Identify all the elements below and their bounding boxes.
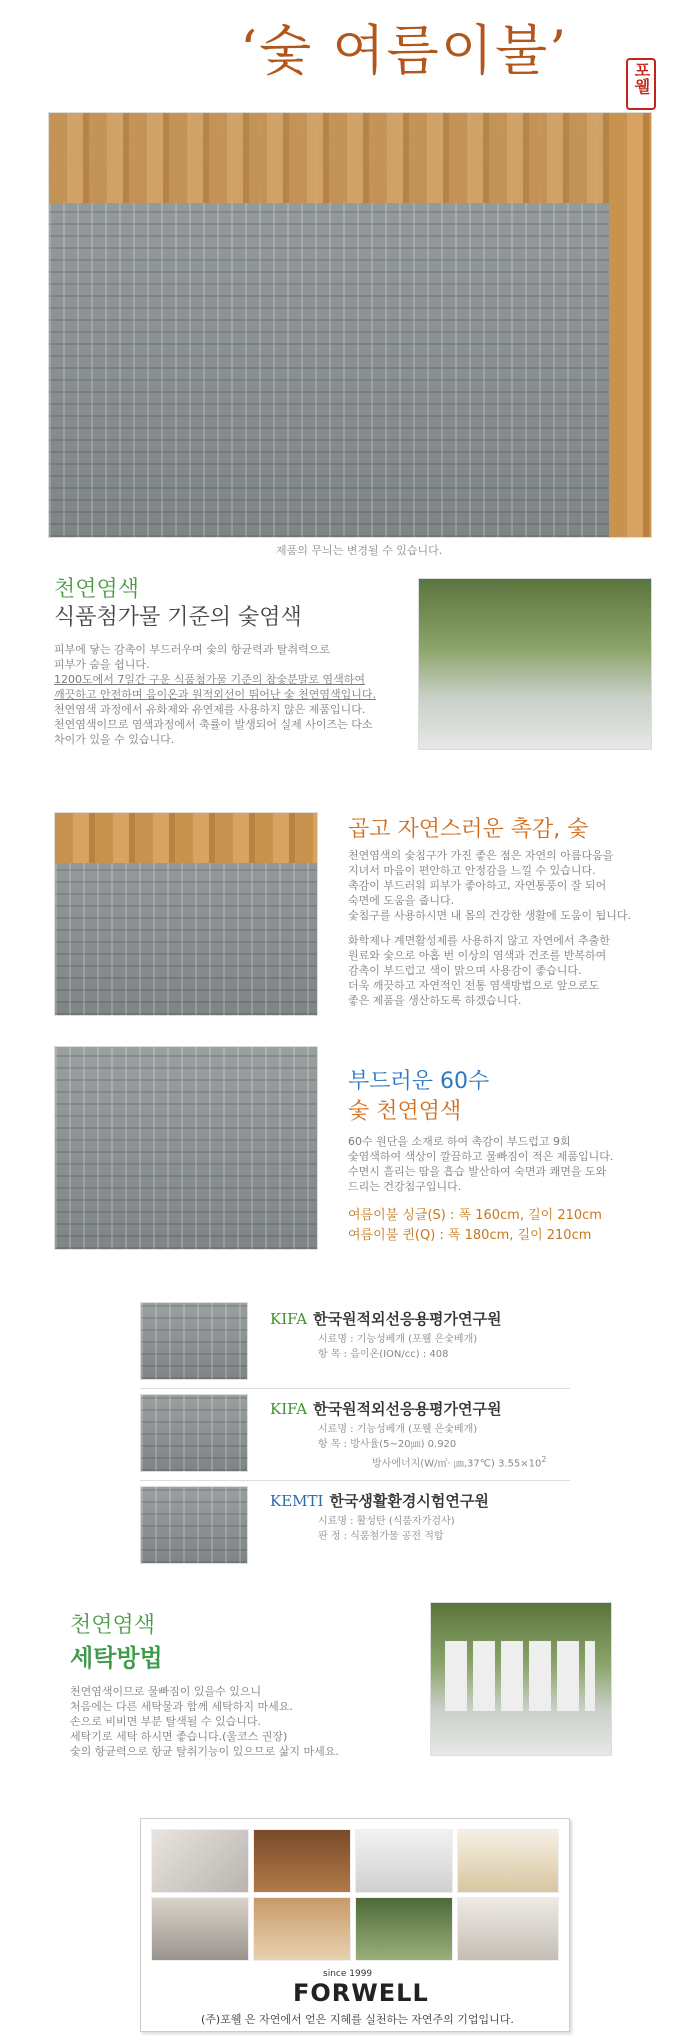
wash-title: 세탁방법 — [70, 1644, 163, 1672]
collage-tile — [457, 1897, 559, 1961]
section3-title-line2: 숯 천연염색 — [348, 1099, 462, 1124]
text-line: 더욱 깨끗하고 자연적인 전통 염색방법으로 앞으로도 — [348, 979, 600, 992]
quilt-closeup-photo — [54, 1046, 318, 1250]
collage-tile — [253, 1829, 351, 1893]
text-line: 숯염색하여 색상이 깔끔하고 물빠짐이 적은 제품입니다. — [348, 1150, 614, 1163]
forwell-logo: FORWELL — [293, 1979, 429, 2007]
cert-detail-line: 항 목 : 방사율(5~20㎛) 0.920 — [318, 1439, 457, 1450]
seal-text: 포웰 — [632, 62, 651, 94]
since-label: since 1999 — [323, 1969, 373, 1979]
section1-text — [54, 642, 404, 747]
cert1-photo — [140, 1302, 248, 1380]
text-line: 60수 원단을 소재로 하여 촉감이 부드럽고 9회 — [348, 1135, 571, 1148]
collage-tile — [457, 1829, 559, 1893]
text-line: 지녀서 마음이 편안하고 안정감을 느낄 수 있습니다. — [348, 864, 596, 877]
cert1-org — [270, 1308, 501, 1329]
main-product-photo — [48, 112, 652, 538]
section3-title-line1: 부드러운 60수 — [348, 1069, 490, 1094]
cert2-org-name: 한국원적외선응용평가연구원 — [313, 1400, 502, 1418]
collage-tile — [355, 1897, 453, 1961]
bedroom-photo — [54, 812, 318, 1016]
section1-title: 식품첨가물 기준의 숯염색 — [54, 605, 302, 630]
cert1-org-name: 한국원적외선응용평가연구원 — [313, 1310, 502, 1328]
cert-detail-line: 항 목 : 음이온(ION/cc) : 408 — [318, 1349, 449, 1360]
brand-tagline: (주)포웰 은 자연에서 얻은 지혜를 실천하는 자연주의 기업입니다. — [201, 2013, 514, 2026]
text-line: 깨끗하고 안전하며 음이온과 원적외선이 뛰어난 숯 천연염색입니다. — [54, 688, 377, 701]
text-line: 좋은 제품을 생산하도록 하겠습니다. — [348, 994, 522, 1007]
cert-divider — [140, 1388, 570, 1389]
page-title: ‘숯 여름이불’ — [240, 19, 569, 82]
cert1-details — [318, 1332, 477, 1362]
text-line: 천연염색의 숯침구가 가진 좋은 점은 자연의 아름다움을 — [348, 849, 614, 862]
cert-detail-text: 방사에너지(W/㎡· ㎛,37℃) 3.55×10 — [372, 1458, 542, 1470]
size-single: 여름이불 싱글(S) : 폭 160cm, 길이 210cm — [348, 1208, 602, 1223]
size-info — [348, 1206, 602, 1246]
laundry-photo — [430, 1602, 612, 1756]
text-line: 숯침구를 사용하시면 내 몸의 건강한 생활에 도움이 됩니다. — [348, 909, 631, 922]
text-line: 숙면에 도움을 줍니다. — [348, 894, 455, 907]
collage-tile — [151, 1897, 249, 1961]
wash-subtitle: 천연염색 — [70, 1613, 156, 1638]
section2-text — [348, 848, 668, 1008]
brand-box — [140, 1818, 570, 2032]
product-collage — [151, 1829, 557, 1959]
wash-text — [70, 1684, 400, 1759]
cert-detail-line — [318, 1452, 547, 1471]
cert2-details — [318, 1422, 547, 1471]
cert1-prefix: KIFA — [270, 1310, 308, 1328]
section3-text — [348, 1134, 668, 1194]
section1-subtitle: 천연염색 — [54, 577, 140, 602]
text-line: 처음에는 다른 세탁물과 함께 세탁하지 마세요. — [70, 1700, 293, 1713]
text-line: 천연염색이므로 물빠짐이 있을수 있으니 — [70, 1685, 262, 1698]
collage-tile — [253, 1897, 351, 1961]
text-line — [348, 923, 668, 933]
text-line: 천연염색 과정에서 유화제와 유연제를 사용하지 않은 제품입니다. — [54, 703, 366, 716]
text-line: 피부가 숨을 쉽니다. — [54, 658, 150, 671]
cert-detail-line: 시료명 : 기능성베개 (포웰 은숯베개) — [318, 1334, 478, 1345]
text-line: 숯의 항균력으로 항균 탈취기능이 있으므로 삶지 마세요. — [70, 1745, 339, 1758]
cert3-details — [318, 1514, 455, 1544]
text-line: 수면시 흘리는 땀을 흡습 발산하여 숙면과 쾌면을 도와 — [348, 1165, 607, 1178]
text-line: 1200도에서 7일간 구운 식품첨가물 기준의 참숯분말로 염색하여 — [54, 673, 365, 686]
text-line: 손으로 비비면 부분 탈색될 수 있습니다. — [70, 1715, 261, 1728]
text-line: 드리는 건강침구입니다. — [348, 1180, 462, 1193]
cert2-photo — [140, 1394, 248, 1472]
text-line: 촉감이 부드러워 피부가 좋아하고, 자연통풍이 잘 되어 — [348, 879, 607, 892]
clothesline-photo — [418, 578, 652, 750]
section2-title: 곱고 자연스러운 촉감, 숯 — [348, 817, 589, 842]
text-line: 화학제나 계면활성제를 사용하지 않고 자연에서 추출한 — [348, 934, 610, 947]
cert3-org-name: 한국생활환경시험연구원 — [329, 1492, 489, 1510]
text-line: 피부에 닿는 감촉이 부드러우며 숯의 항균력과 탈취력으로 — [54, 643, 331, 656]
text-line: 감촉이 부드럽고 색이 맑으며 사용감이 좋습니다. — [348, 964, 582, 977]
cert-superscript: 2 — [541, 1455, 547, 1464]
cert3-org — [270, 1490, 489, 1511]
photo-caption: 제품의 무늬는 변경될 수 있습니다. — [276, 544, 443, 557]
collage-tile — [355, 1829, 453, 1893]
cert3-photo — [140, 1486, 248, 1564]
cert2-prefix: KIFA — [270, 1400, 308, 1418]
text-line: 차이가 있을 수 있습니다. — [54, 733, 175, 746]
collage-tile — [151, 1829, 249, 1893]
cert-detail-line: 판 정 : 식품첨가물 공전 적합 — [318, 1531, 444, 1542]
text-line: 원료와 숯으로 아홉 번 이상의 염색과 건조를 반복하여 — [348, 949, 607, 962]
cert-detail-line: 시료명 : 기능성베개 (포웰 은숯베개) — [318, 1424, 478, 1435]
brand-seal — [626, 58, 656, 110]
size-queen: 여름이불 퀸(Q) : 폭 180cm, 길이 210cm — [348, 1228, 592, 1243]
cert-divider — [140, 1480, 570, 1481]
cert-detail-line: 시료명 : 활성탄 (식품자가검사) — [318, 1516, 455, 1527]
text-line: 세탁기로 세탁 하시면 좋습니다.(울코스 권장) — [70, 1730, 288, 1743]
text-line: 천연염색이므로 염색과정에서 축률이 발생되어 실제 사이즈는 다소 — [54, 718, 373, 731]
cert3-prefix: KEMTI — [270, 1492, 324, 1510]
cert2-org — [270, 1398, 501, 1419]
